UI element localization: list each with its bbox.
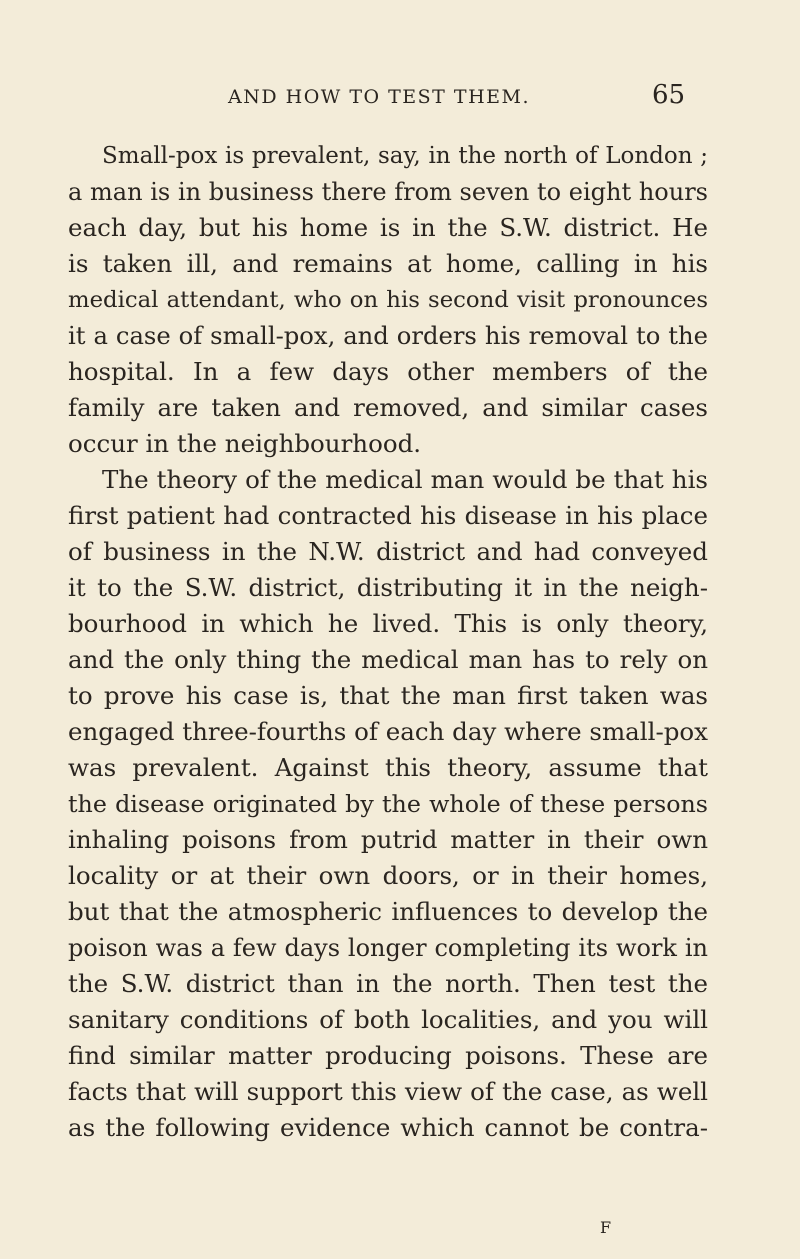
text-line: occur in the neighbourhood. xyxy=(68,429,422,458)
text-line: but that the atmospheric influences to develop the xyxy=(68,897,708,926)
text-line: to prove his case is, that the man first taken was xyxy=(68,681,708,710)
text-line: medical attendant, who on his second visit pronounces xyxy=(68,287,708,313)
text-line: The theory of the medical man would be that his xyxy=(102,465,708,494)
text-line: first patient had contracted his disease in his place xyxy=(68,501,708,530)
running-head xyxy=(0,80,800,120)
page-number: 65 xyxy=(652,80,686,110)
text-line: hospital. In a few days other members of the xyxy=(68,357,708,386)
text-line: family are taken and removed, and similar cases xyxy=(68,393,708,422)
text-line: each day, but his home is in the S.W. district. He xyxy=(68,213,708,242)
text-line: and the only thing the medical man has to rely on xyxy=(68,645,708,674)
text-line: it to the S.W. district, distributing it in the neigh- xyxy=(68,573,708,602)
text-line: sanitary conditions of both localities, and you will xyxy=(68,1005,708,1034)
text-line: as the following evidence which cannot be contra- xyxy=(68,1113,708,1142)
body-text xyxy=(68,138,708,1146)
text-line: of business in the N.W. district and had conveyed xyxy=(68,537,708,566)
text-line: was prevalent. Against this theory, assume that xyxy=(68,753,708,782)
text-line: facts that will support this view of the case, as well xyxy=(68,1077,708,1106)
text-line: the disease originated by the whole of these persons xyxy=(68,790,708,818)
text-line: inhaling poisons from putrid matter in their own xyxy=(68,825,708,854)
text-line: the S.W. district than in the north. Then test the xyxy=(68,969,708,998)
text-line: it a case of small-pox, and orders his removal to the xyxy=(68,321,708,350)
text-line: engaged three-fourths of each day where small-pox xyxy=(68,717,708,746)
text-line: poison was a few days longer completing its work in xyxy=(68,934,708,962)
text-line: find similar matter producing poisons. These are xyxy=(68,1041,708,1070)
text-line: Small-pox is prevalent, say, in the north of London ; xyxy=(102,143,708,169)
text-line: is taken ill, and remains at home, calling in his xyxy=(68,249,708,278)
text-line: a man is in business there from seven to eight hours xyxy=(68,178,708,206)
text-line: locality or at their own doors, or in their homes, xyxy=(68,861,708,890)
running-title: AND HOW TO TEST THEM. xyxy=(228,86,530,108)
signature-mark: F xyxy=(600,1218,612,1237)
text-line: bourhood in which he lived. This is only theory, xyxy=(68,609,708,638)
